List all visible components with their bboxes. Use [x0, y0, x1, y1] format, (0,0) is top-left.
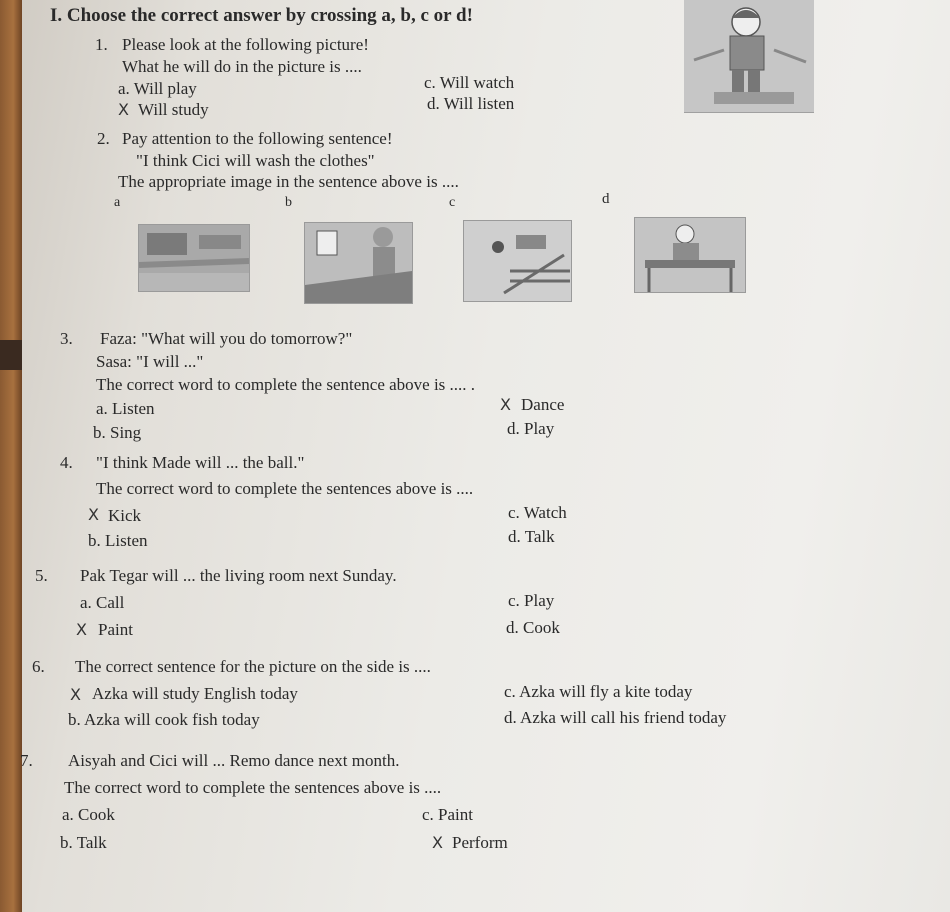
image-label-c: c: [449, 195, 456, 210]
cross-mark: X: [70, 685, 81, 704]
cross-mark: X: [432, 833, 443, 852]
option-b[interactable]: Paint: [98, 620, 133, 639]
option-d[interactable]: d. Will listen: [427, 94, 515, 113]
image-option-b[interactable]: [304, 222, 413, 304]
option-a[interactable]: Azka will study English today: [92, 684, 298, 703]
cross-mark: X: [118, 100, 129, 119]
option-b[interactable]: b. Sing: [93, 423, 142, 442]
question-text: What he will do in the picture is ....: [122, 57, 362, 76]
image-label-b: b: [285, 195, 292, 210]
option-a[interactable]: a. Listen: [96, 399, 155, 418]
option-a[interactable]: a. Cook: [62, 805, 115, 824]
boy-picture: [684, 0, 814, 113]
option-d[interactable]: d. Cook: [506, 618, 560, 637]
image-label-d: d: [602, 191, 610, 207]
question-text: The appropriate image in the sentence above is ....: [118, 172, 459, 191]
question-text: The correct sentence for the picture on the side is ....: [75, 657, 431, 676]
option-d[interactable]: Perform: [452, 833, 508, 852]
question-number: 6.: [32, 657, 45, 676]
image-option-c[interactable]: [463, 220, 572, 302]
page-title: I. Choose the correct answer by crossing a, b, c or d!: [50, 5, 473, 26]
question-number: 4.: [60, 453, 73, 472]
image-option-a[interactable]: [138, 224, 250, 292]
option-b[interactable]: Will study: [138, 100, 209, 119]
question-text: Aisyah and Cici will ... Remo dance next month.: [68, 751, 400, 770]
option-a[interactable]: a. Will play: [118, 79, 197, 98]
option-b[interactable]: b. Talk: [60, 833, 107, 852]
table-edge: [0, 0, 22, 912]
option-b[interactable]: b. Listen: [88, 531, 148, 550]
option-a[interactable]: a. Call: [80, 593, 125, 612]
option-c[interactable]: c. Azka will fly a kite today: [504, 682, 693, 701]
option-b[interactable]: b. Azka will cook fish today: [68, 710, 260, 729]
question-number: 3.: [60, 329, 73, 348]
question-number: 7.: [20, 751, 33, 770]
option-c[interactable]: c. Paint: [422, 805, 473, 824]
question-text: Sasa: "I will ...": [96, 352, 204, 371]
question-number: 2.: [97, 129, 110, 148]
question-text: Pak Tegar will ... the living room next Sunday.: [80, 566, 397, 585]
option-c[interactable]: c. Watch: [508, 503, 567, 522]
question-text: The correct word to complete the sentences above is ....: [96, 479, 474, 498]
option-d[interactable]: d. Play: [507, 419, 555, 438]
question-number: 1.: [95, 35, 108, 54]
question-text: Please look at the following picture!: [122, 35, 369, 54]
image-label-a: a: [114, 195, 121, 210]
question-text: The correct word to complete the sentences above is ....: [64, 778, 442, 797]
question-number: 5.: [35, 566, 48, 585]
question-text: "I think Made will ... the ball.": [96, 453, 305, 472]
option-c[interactable]: c. Will watch: [424, 73, 515, 92]
image-option-d[interactable]: [634, 217, 746, 293]
cross-mark: X: [500, 395, 511, 414]
question-text: Faza: "What will you do tomorrow?": [100, 329, 353, 348]
cross-mark: X: [88, 505, 99, 524]
option-d[interactable]: d. Talk: [508, 527, 555, 546]
option-d[interactable]: d. Azka will call his friend today: [504, 708, 727, 727]
option-c[interactable]: c. Play: [508, 591, 555, 610]
option-c[interactable]: Dance: [521, 395, 565, 414]
cross-mark: X: [76, 620, 87, 639]
question-text: "I think Cici will wash the clothes": [136, 151, 375, 170]
option-a[interactable]: Kick: [108, 506, 142, 525]
question-text: The correct word to complete the sentence above is .... .: [96, 375, 476, 394]
question-text: Pay attention to the following sentence!: [122, 129, 393, 148]
